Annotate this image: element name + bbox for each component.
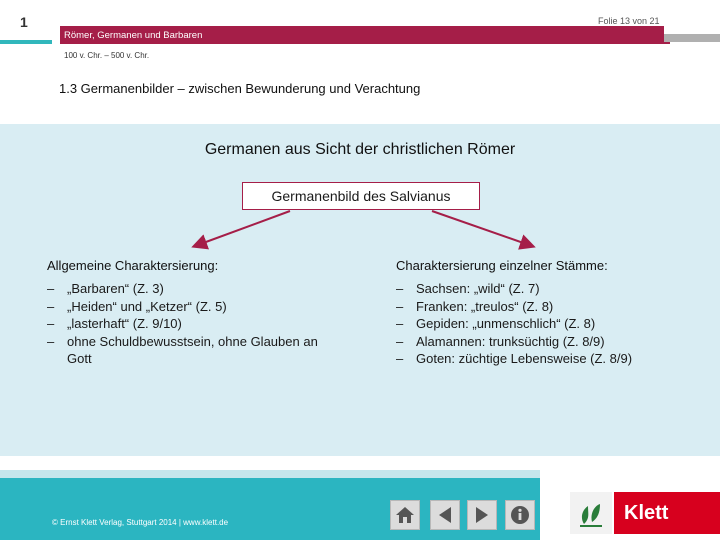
left-bullet-list: [47, 280, 337, 368]
previous-slide-button[interactable]: [430, 500, 460, 530]
copyright-text: © Ernst Klett Verlag, Stuttgart 2014 | www.klett.de: [52, 518, 229, 527]
list-item: – „lasterhaft“ (Z. 9/10): [47, 315, 337, 333]
list-item: – „Barbaren“ (Z. 3): [47, 280, 337, 298]
panel-title: Germanen aus Sicht der christlichen Römer: [204, 141, 516, 158]
right-bullet-list: [396, 280, 696, 368]
chapter-title: Römer, Germanen und Barbaren: [64, 30, 203, 41]
left-branch-arrow: [195, 211, 290, 246]
left-column-header: Allgemeine Charaktersierung:: [47, 258, 219, 273]
list-item: – Alamannen: trunksüchtig (Z. 8/9): [396, 333, 696, 351]
list-item: – ohne Schuldbewusstsein, ohne Glauben an Gott: [47, 333, 337, 368]
klett-logo: Klett: [614, 492, 720, 534]
info-button[interactable]: [505, 500, 535, 530]
list-item: – Franken: „treulos“ (Z. 8): [396, 298, 696, 316]
right-branch-arrow: [432, 211, 532, 246]
klett-leaf-icon: [570, 492, 612, 534]
arrow-right-icon: [468, 501, 496, 529]
list-item: – Gepiden: „unmenschlich“ (Z. 8): [396, 315, 696, 333]
footer-strip: [0, 470, 540, 478]
home-icon: [391, 501, 419, 529]
date-range: 100 v. Chr. – 500 v. Chr.: [64, 51, 150, 60]
right-column-header: Charaktersierung einzelner Stämme:: [396, 258, 608, 273]
home-button[interactable]: [390, 500, 420, 530]
list-item: – „Heiden“ und „Ketzer“ (Z. 5): [47, 298, 337, 316]
arrow-left-icon: [431, 501, 459, 529]
info-icon: [506, 501, 534, 529]
chapter-number: 1: [20, 14, 28, 30]
section-heading: 1.3 Germanenbilder – zwischen Bewunderung und Verachtung: [59, 81, 421, 96]
list-item: – Goten: züchtige Lebensweise (Z. 8/9): [396, 350, 696, 368]
next-slide-button[interactable]: [467, 500, 497, 530]
slide-counter: Folie 13 von 21: [598, 16, 660, 26]
boxed-title: Germanenbild des Salvianus: [242, 182, 480, 210]
list-item: – Sachsen: „wild“ (Z. 7): [396, 280, 696, 298]
